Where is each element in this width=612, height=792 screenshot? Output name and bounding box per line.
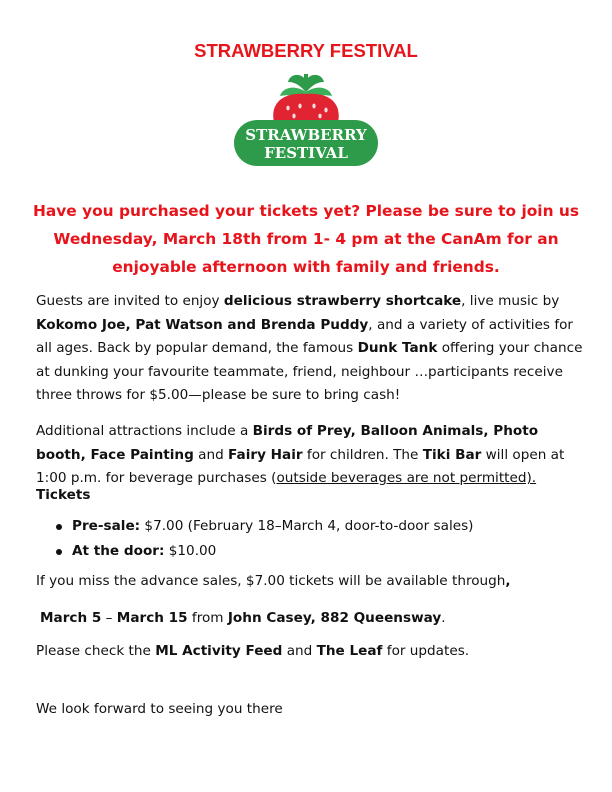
strawberry-festival-logo [230, 70, 382, 176]
list-item: At the door: $10.00 [56, 539, 473, 564]
bullet-icon [56, 524, 62, 530]
logo-line1: STRAWBERRY [245, 126, 367, 144]
ticket-list [56, 514, 473, 564]
sales-dates-text: March 5 – March 15 from John Casey, 882 Queensway. [40, 610, 446, 626]
tickets-heading: Tickets [36, 487, 91, 503]
logo-line2: FESTIVAL [264, 144, 348, 162]
attractions-paragraph: Additional attractions include a Birds of Prey, Balloon Animals, Photo booth, Face Painting and Fairy Hair for children. The Tiki Bar will open at 1:00 p.m. for beverage purchases (outside beverages are not permitted). [36, 423, 565, 486]
bullet-icon [56, 549, 62, 555]
intro-paragraph: Guests are invited to enjoy delicious strawberry shortcake, live music by Kokomo Joe, Pat Watson and Brenda Puddy, and a variety of activities for all ages. Back by popular demand, the famous Dunk Tank offering your chance at dunking your favourite teammate, friend, neighbour …participants receive three throws for $5.00—please be sure to bring cash! [36, 293, 583, 403]
lead-paragraph: Have you purchased your tickets yet? Please be sure to join us Wednesday, March 18th from 1- 4 pm at the CanAm for an enjoyable afternoon with family and friends. [32, 202, 580, 276]
list-item: Pre-sale: $7.00 (February 18–March 4, door-to-door sales) [56, 514, 473, 539]
closing-text: We look forward to seeing you there [36, 701, 283, 717]
page-title: STRAWBERRY FESTIVAL [194, 40, 418, 61]
advance-sales-text: If you miss the advance sales, $7.00 tickets will be available through, [36, 573, 511, 589]
updates-text: Please check the ML Activity Feed and The Leaf for updates. [36, 643, 470, 659]
